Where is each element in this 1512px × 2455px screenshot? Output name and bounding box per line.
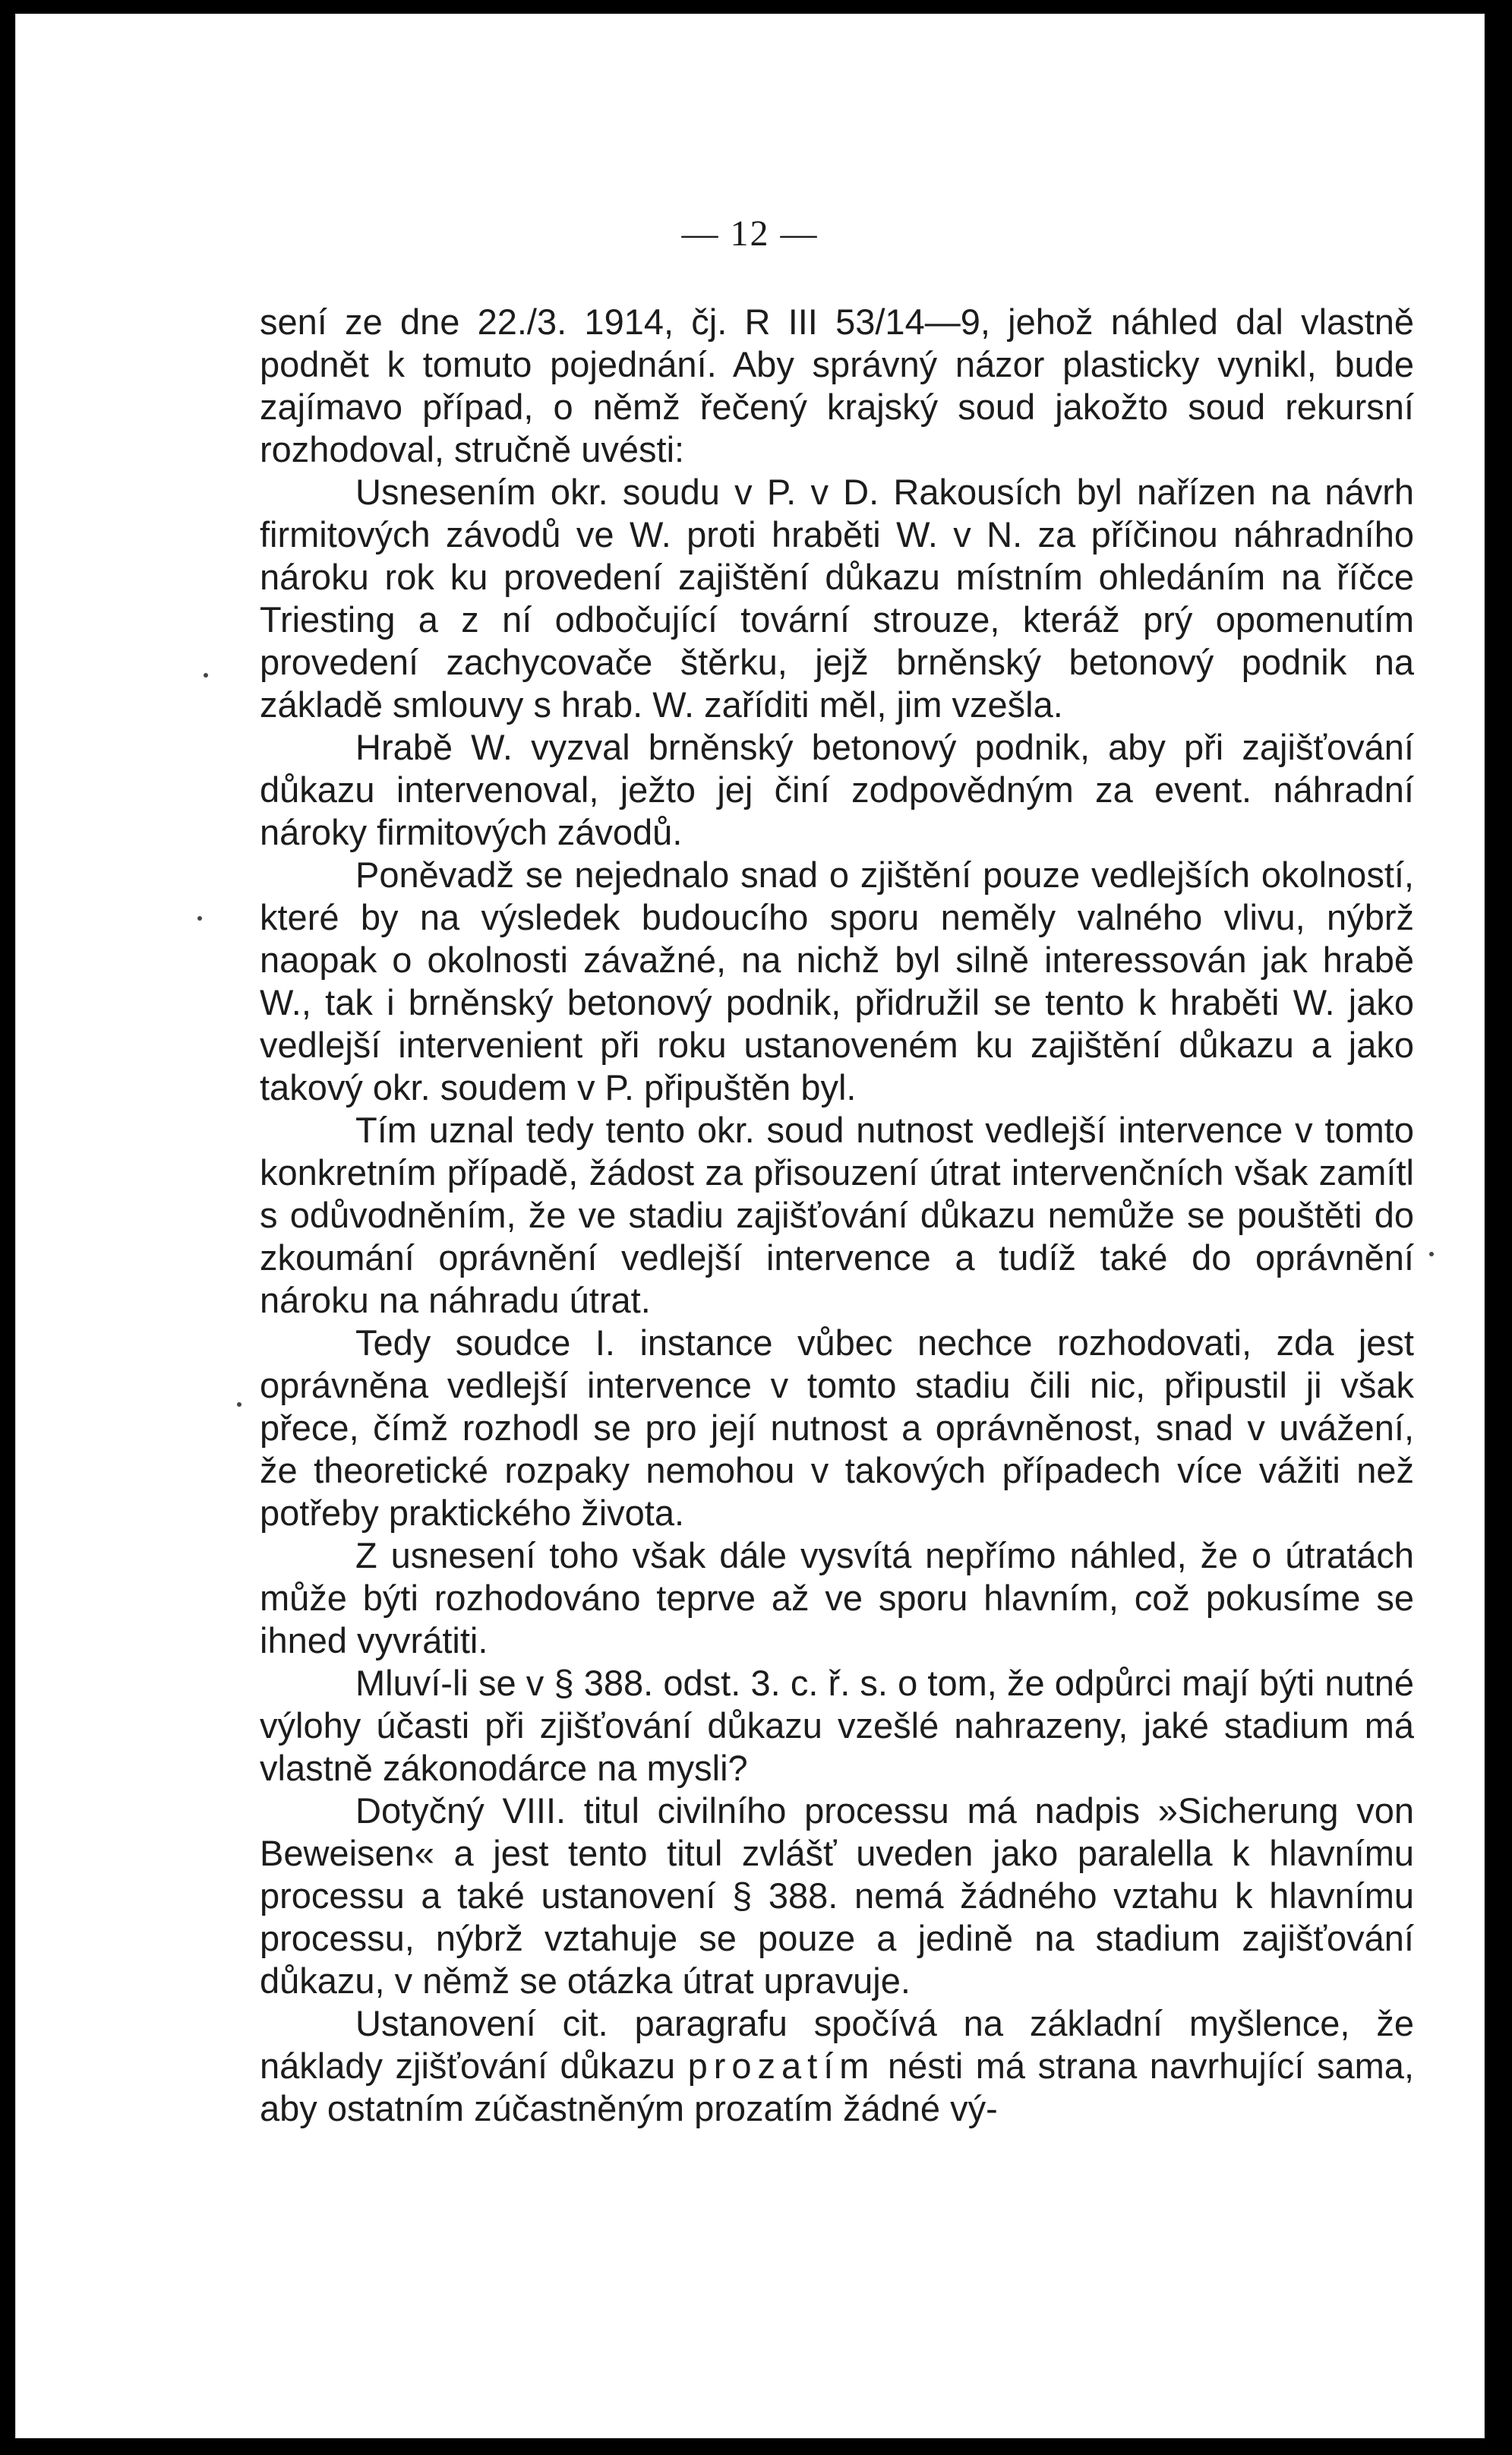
paragraph-6: Tedy soudce I. instance vůbec nechce rozhodovati, zda jest oprávněna vedlejší intervence v tomto stadiu čili nic, připustil ji však přece, čímž rozhodl se pro její nutnost a oprávněnost, snad v uvážení, že theoretické rozpaky nemohou v takových případech více vážiti než potřeby praktického života.	[260, 1322, 1414, 1533]
paragraph-5: Tím uznal tedy tento okr. soud nutnost vedlejší intervence v tomto konkretním případě, žádost za přisouzení útrat intervenčních však zamítl s odůvodněním, že ve stadiu zajišťování důkazu nemůže se pouštěti do zkoumání oprávnění vedlejší intervence a tudíž také do oprávnění nároku na náhradu útrat.	[260, 1110, 1414, 1320]
paragraph-2: Usnesením okr. soudu v P. v D. Rakousích byl nařízen na návrh firmitových závodů ve W. proti hraběti W. v N. za příčinou náhradního nároku rok ku provedení zajištění důkazu místním ohledáním na říčce Triesting a z ní odbočující tovární strouze, kteráž prý opomenutím provedení zachycovače štěrku, jejž brněnský betonový podnik na základě smlouvy s hrab. W. zaříditi měl, jim vzešla.	[260, 472, 1414, 725]
paragraph-9: Dotyčný VIII. titul civilního processu má nadpis »Sicherung von Beweisen« a jest tento titul zvlášť uveden jako paralella k hlavnímu processu a také ustanovení § 388. nemá žádného vztahu k hlavnímu processu, nýbrž vztahuje se pouze a jedině na stadium zajišťování důkazu, v němž se otázka útrat upravuje.	[260, 1790, 1414, 2001]
paragraph-10-end: nésti má strana navrhující sama, aby ostatním zúčastněným prozatím žádné vý-	[260, 2046, 1414, 2128]
page-number: — 12 —	[681, 213, 819, 254]
scan-speck	[204, 673, 208, 678]
body-text	[260, 301, 1414, 2130]
scan-speck	[197, 916, 202, 921]
scan-speck	[237, 1402, 241, 1407]
book-page	[15, 14, 1485, 2438]
paragraph-4: Poněvadž se nejednalo snad o zjištění pouze vedlejších okolností, které by na výsledek budoucího sporu neměly valného vlivu, nýbrž naopak o okolnosti závažné, na nichž byl silně interessován jak hrabě W., tak i brněnský betonový podnik, přidružil se tento k hraběti W. jako vedlejší intervenient při roku ustanoveném ku zajištění důkazu a jako takový okr. soudem v P. připuštěn byl.	[260, 855, 1414, 1107]
paragraph-10	[260, 2002, 1414, 2130]
paragraph-7: Z usnesení toho však dále vysvítá nepřímo náhled, že o útratách může býti rozhodováno teprve až ve sporu hlavním, což pokusíme se ihned vyvrátiti.	[260, 1535, 1414, 1660]
paragraph-10-start: Ustanovení cit. paragrafu spočívá na základní myšlence, že náklady zjišťování důkazu	[260, 2003, 1414, 2086]
spaced-emphasis: prozatím	[687, 2046, 876, 2086]
paragraph-8: Mluví-li se v § 388. odst. 3. c. ř. s. o tom, že odpůrci mají býti nutné výlohy účasti při zjišťování důkazu vzešlé nahrazeny, jaké stadium má vlastně zákonodárce na mysli?	[260, 1663, 1414, 1788]
scan-speck	[1429, 1252, 1434, 1256]
paragraph-1: sení ze dne 22./3. 1914, čj. R III 53/14—9, jehož náhled dal vlastně podnět k tomuto pojednání. Aby správný názor plasticky vynikl, bude zajímavo případ, o němž řečený krajský soud jakožto soud rekursní rozhodoval, stručně uvésti:	[260, 302, 1414, 469]
paragraph-3: Hrabě W. vyzval brněnský betonový podnik, aby při zajišťování důkazu intervenoval, ježto jej činí zodpovědným za event. náhradní nároky firmitových závodů.	[260, 727, 1414, 852]
